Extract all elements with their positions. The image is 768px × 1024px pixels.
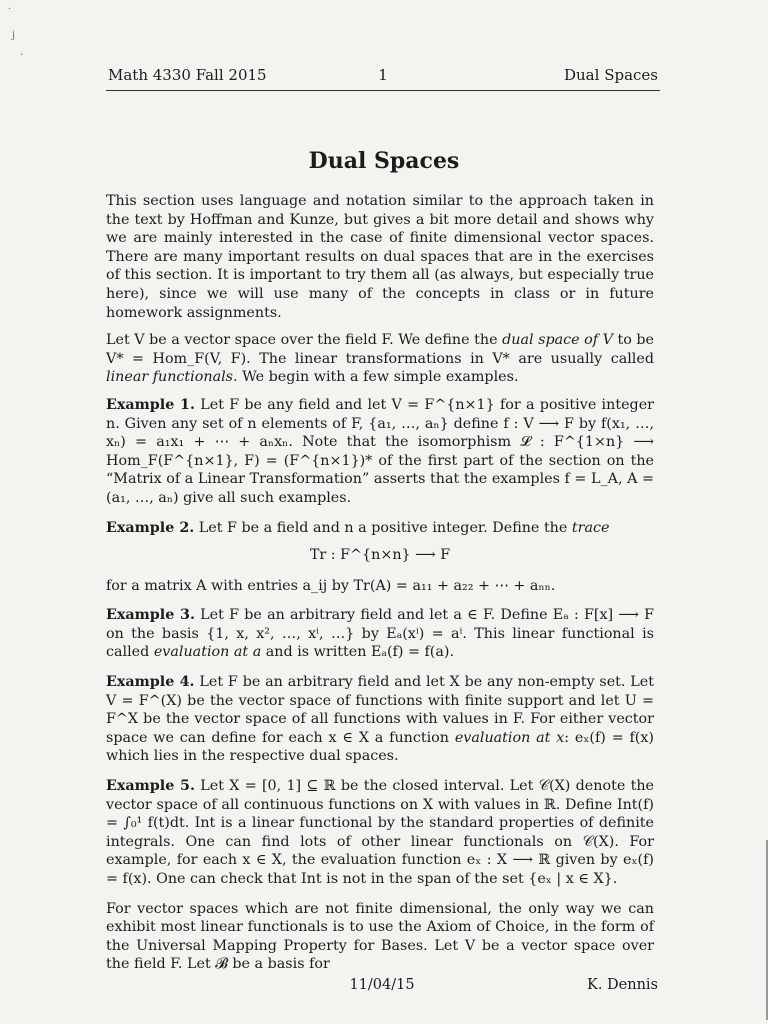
example-text: Let F be a field and n a positive integer. Define the	[198, 519, 572, 536]
example-label: Example 3.	[106, 607, 195, 624]
emphasis-dual-space: dual space of V	[502, 332, 613, 349]
emphasis-trace: trace	[571, 519, 610, 536]
example-label: Example 4.	[106, 674, 195, 691]
footer-author: K. Dennis	[586, 977, 658, 993]
text-run: Let V be a vector space over the field F. We define the	[106, 332, 503, 349]
scan-artifact: ·	[8, 4, 12, 15]
body-text	[106, 192, 654, 983]
example-2-continued: for a matrix A with entries a_ij by Tr(A) = a₁₁ + a₂₂ + ⋯ + aₙₙ.	[106, 577, 556, 594]
example-4	[106, 673, 654, 766]
example-1	[106, 396, 654, 508]
trace-display-equation: Tr : F^{n×n} ⟶ F	[309, 547, 451, 564]
emphasis-linear-functionals: linear functionals.	[106, 369, 238, 386]
example-text: Let F be an arbitrary field and let a ∈ F. Define Eₐ : F[x] ⟶ F on the basis {1, x, x², …, xⁱ, …} by Eₐ(xⁱ) = aⁱ. This linear functional is called	[106, 607, 654, 661]
course-label: Math 4330 Fall 2015	[108, 66, 267, 84]
emphasis-evaluation: evaluation at a	[153, 644, 262, 661]
page-number: 1	[378, 66, 388, 84]
example-text: Let F be an arbitrary field and let X be any non-empty set. Let V = F^(X) be the vector space of functions with finite support and let U = F^X be the vector space of all functions with values in F. For either vector space we can define for each x ∈ X a function	[106, 674, 654, 746]
page-footer	[106, 977, 658, 997]
header-rule	[106, 90, 660, 91]
example-label: Example 5.	[106, 778, 195, 795]
scan-artifact: j	[12, 30, 16, 41]
text-run: We begin with a few simple examples.	[237, 369, 519, 386]
topic-label: Dual Spaces	[564, 66, 658, 84]
example-text: and is written Eₐ(f) = f(a).	[261, 644, 454, 661]
example-2	[106, 519, 654, 538]
intro-paragraph: This section uses language and notation similar to the approach taken in the text by Hoffman and Kunze, but gives a bit more detail and shows why we are mainly interested in the case of finite dimensional vector spaces. There are many important results on dual spaces that are in the exercises of this section. It is important to try them all (as always, but especially true here), since we will use many of the concepts in class or in future homework assignments.	[106, 193, 654, 321]
example-text: Let F be any field and let V = F^{n×1} for a positive integer n. Given any set of n elements of F, {a₁, …, aₙ} define f : V ⟶ F by f(x₁, …, xₙ) = a₁x₁ + ⋯ + aₙxₙ. Note that the isomorphism 𝓛 : F^{1×n} ⟶ Hom_F(F^{n×1}, F) = (F^{n×1})* of the first part of the section on the “Matrix of a Linear Transformation” asserts that the examples f = L_A, A = (a₁, …, aₙ) give all such examples.	[106, 396, 654, 506]
example-text: Let X = [0, 1] ⊆ ℝ be the closed interval. Let 𝒞(X) denote the vector space of all continuous functions on X with values in ℝ. Define Int(f) = ∫₀¹ f(t)dt. Int is a linear functional by the standard properties of definite integrals. One can find lots of other linear functionals on 𝒞(X). For example, for each x ∈ X, the evaluation function eₓ : X ⟶ ℝ given by eₓ(f) = f(x). One can check that Int is not in the span of the set {eₓ | x ∈ X}.	[106, 778, 654, 887]
example-3	[106, 606, 654, 662]
closing-paragraph: For vector spaces which are not finite dimensional, the only way we can exhibit most linear functionals is to use the Axiom of Choice, in the form of the Universal Mapping Property for Bases. Let V be a vector space over the field F. Let 𝓑 be a basis for	[106, 900, 654, 973]
definition-paragraph	[106, 331, 654, 387]
page-header	[108, 66, 658, 86]
scan-artifact: ·	[20, 50, 24, 61]
example-text: : eₓ(f) = f(x) which lies in the respective dual spaces.	[106, 729, 654, 765]
footer-date: 11/04/15	[349, 977, 415, 993]
example-label: Example 2.	[106, 519, 195, 536]
page-title: Dual Spaces	[308, 148, 460, 174]
emphasis-evaluation: evaluation at x	[454, 729, 565, 746]
example-5	[106, 777, 654, 889]
text-run: to be V* = Hom_F(V, F). The linear transformations in V* are usually called	[106, 332, 654, 367]
example-label: Example 1.	[106, 396, 195, 413]
